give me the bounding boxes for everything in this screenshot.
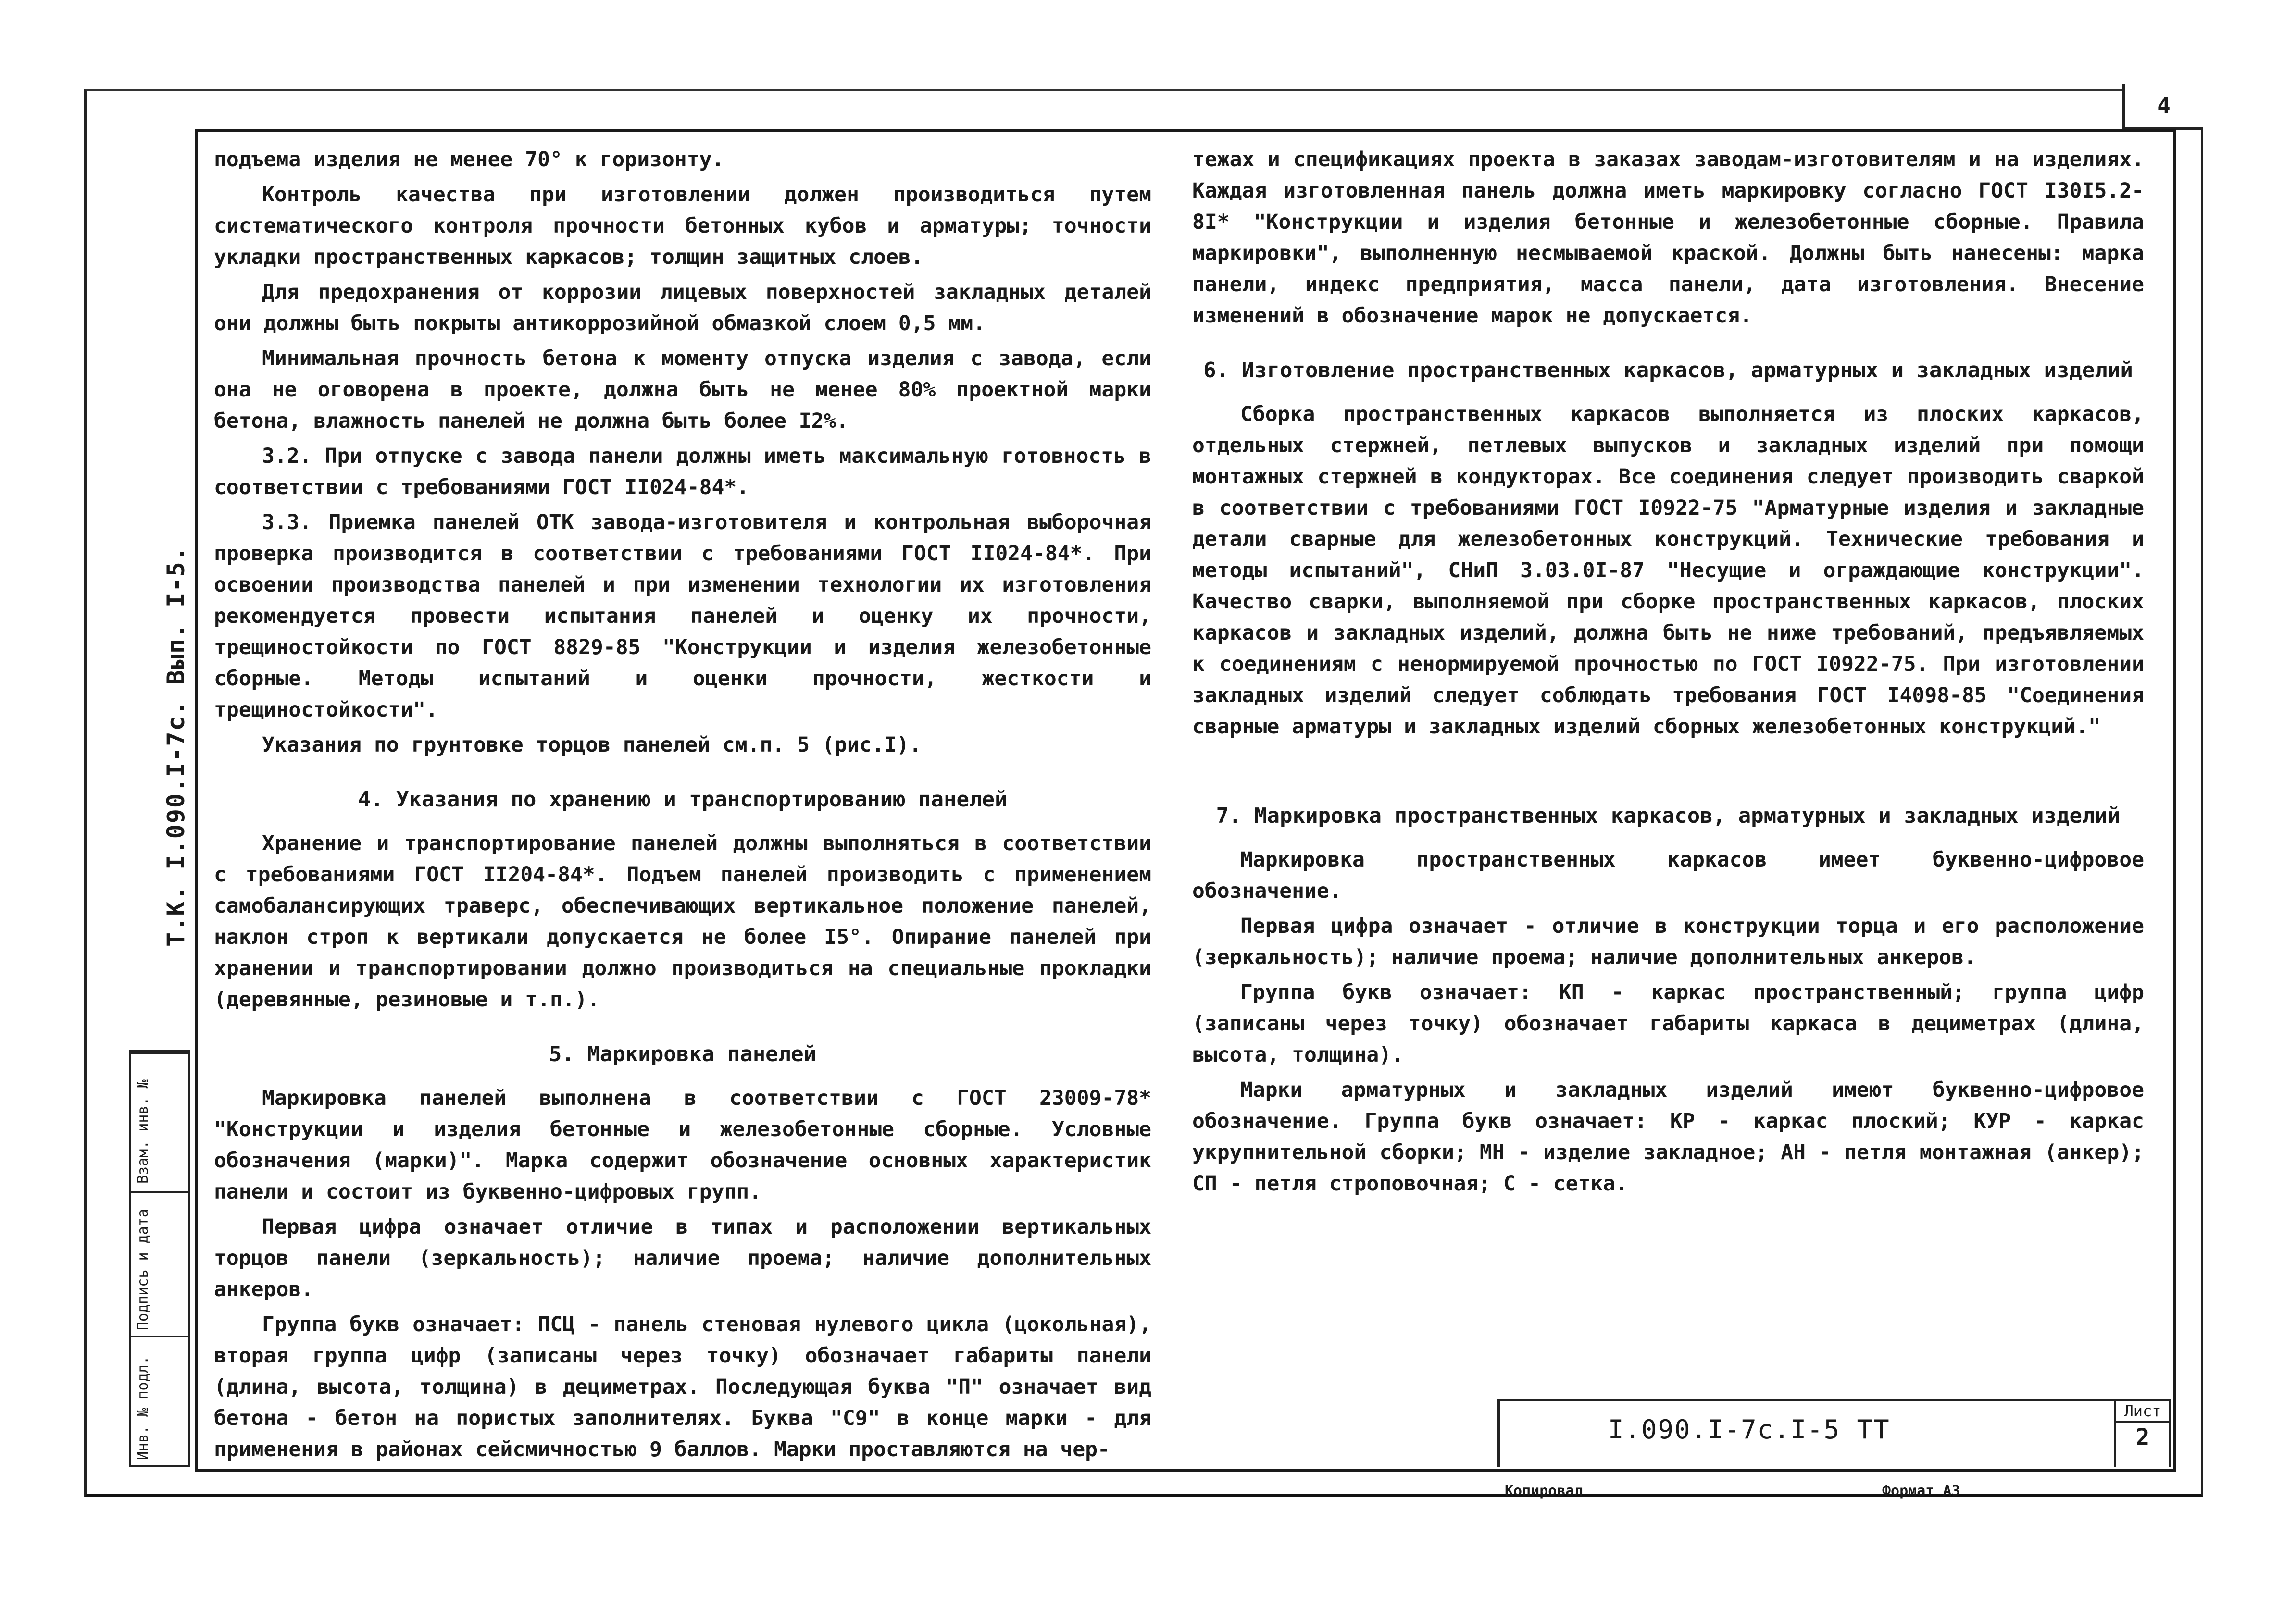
stamp-label-signature: Подпись и дата: [135, 1209, 151, 1330]
stamp-label-inventory: Инв. № подл.: [135, 1356, 151, 1460]
paragraph: Группа букв означает: ПСЦ - панель стеновая нулевого цикла (цокольная), вторая группа цифр (записаны через точку) обозначает габариты панели (длина, высота, толщина) в дециметрах. Последующая буква "П" означает вид бетона - бетон на пористых заполнителях. Буква "С9" в конце марки - для применения в районах сейсмичностью 9 баллов. Марки проставляются на чер-: [214, 1312, 1151, 1461]
footer-copied-label: Копировал: [1505, 1483, 1583, 1499]
paragraph: подъема изделия не менее 70° к горизонту.: [214, 148, 724, 172]
paragraph: Хранение и транспортирование панелей должны выполняться в соответствии с требованиями ГОСТ II204-84*. Подъем панелей производить с применением самобалансирующих траверс, обеспечивающих вертикальное положение панелей, наклон строп к вертикали допускается не более I5°. Опирание панелей при хранении и транспортировании должно производиться на специальные прокладки (деревянные, резиновые и т.п.).: [214, 831, 1151, 1012]
paragraph: 3.3. Приемка панелей ОТК завода-изготовителя и контрольная выборочная проверка производится в соответствии с требованиями ГОСТ II024-84*. При освоении производства панелей и при изменении технологии их изготовления рекомендуется провести испытания панелей и оценку их прочности, трещиностойкости по ГОСТ 8829-85 "Конструкции и изделия железобетонные сборные. Методы испытаний и оценки прочности, жесткости и трещиностойкости".: [214, 510, 1151, 722]
paragraph: Контроль качества при изготовлении должен производиться путем систематического контроля прочности бетонных кубов и арматуры; точности укладки пространственных каркасов; толщин защитных слоев.: [214, 183, 1151, 269]
section-heading-7: 7. Маркировка пространственных каркасов, арматурных и закладных изделий: [1216, 804, 2121, 828]
paragraph: тежах и спецификациях проекта в заказах заводам-изготовителям и на изделиях. Каждая изготовленная панель должна иметь маркировку согласно ГОСТ I30I5.2-8I* "Конструкции и изделия бетонные и железобетонные сборные. Правила маркировки", выполненную несмываемой краской. Должны быть нанесены: марка панели, индекс предприятия, масса панели, дата изготовления. Внесение изменений в обозначение марок не допускается.: [1192, 148, 2144, 328]
sheet-label: Лист: [2116, 1401, 2169, 1423]
stamp-label-replacement: Взам. инв. №: [135, 1079, 151, 1184]
stamp-cell-inventory: [131, 1336, 188, 1467]
side-stamp: [129, 1050, 190, 1467]
title-block: [1497, 1399, 2171, 1467]
paragraph: Сборка пространственных каркасов выполняется из плоских каркасов, отдельных стержней, петлевых выпусков и закладных изделий при помощи монтажных стержней в кондукторах. Все соединения следует производить сваркой в соответствии с требованиями ГОСТ I0922-75 "Арматурные изделия и закладные детали сварные для железобетонных конструкций. Технические требования и методы испытаний", СНиП 3.03.0I-87 "Несущие и ограждающие конструкции". Качество сварки, выполняемой при сборке пространственных каркасов, плоских каркасов и закладных изделий, должна быть не ниже требований, предъявляемых к соединениям с ненормируемой прочностью по ГОСТ I0922-75. При изготовлении закладных изделий следует соблюдать требования ГОСТ I4098-85 "Соединения сварные арматуры и закладных изделий сборных железобетонных конструкций.": [1192, 402, 2144, 739]
sheet-number: 2: [2135, 1424, 2150, 1451]
left-text-column: [214, 144, 1151, 1469]
right-text-column: [1192, 144, 2144, 1203]
paragraph: Марки арматурных и закладных изделий имеют буквенно-цифровое обозначение. Группа букв означает: КР - каркас плоский; КУР - каркас укрупнительной сборки; МН - изделие закладное; АН - петля монтажная (анкер); СП - петля строповочная; С - сетка.: [1192, 1078, 2144, 1196]
section-heading-5: 5. Маркировка панелей: [549, 1042, 817, 1066]
paragraph: Для предохранения от коррозии лицевых поверхностей закладных деталей они должны быть покрыты антикоррозийной обмазкой слоем 0,5 мм.: [214, 280, 1151, 335]
paragraph: Минимальная прочность бетона к моменту отпуска изделия с завода, если она не оговорена в проекте, должна быть не менее 80% проектной марки бетона, влажность панелей не должна быть более I2%.: [214, 347, 1151, 433]
section-heading-4: 4. Указания по хранению и транспортированию панелей: [358, 787, 1008, 812]
stamp-cell-replacement: [131, 1052, 188, 1193]
paragraph: 3.2. При отпуске с завода панели должны иметь максимальную готовность в соответствии с требованиями ГОСТ II024-84*.: [214, 444, 1151, 499]
page-corner-number: 4: [2122, 84, 2203, 130]
side-document-label: Т.К. I.090.I-7с. Вып. I-5.: [162, 545, 190, 947]
footer-format-label: Формат А3: [1882, 1483, 1960, 1499]
paragraph: Указания по грунтовке торцов панелей см.п. 5 (рис.I).: [262, 733, 922, 757]
paragraph: Маркировка пространственных каркасов имеет буквенно-цифровое обозначение.: [1192, 848, 2144, 903]
document-code: I.090.I-7с.I-5 ТТ: [1608, 1414, 1890, 1445]
paragraph: Группа букв означает: КП - каркас пространственный; группа цифр (записаны через точку) обозначает габариты каркаса в дециметрах (длина, высота, толщина).: [1192, 980, 2144, 1067]
paragraph: Первая цифра означает отличие в типах и расположении вертикальных торцов панели (зеркальность); наличие проема; наличие дополнительных анкеров.: [214, 1215, 1151, 1301]
stamp-cell-signature: [131, 1191, 188, 1337]
paragraph: Маркировка панелей выполнена в соответствии с ГОСТ 23009-78* "Конструкции и изделия бетонные и железобетонные сборные. Условные обозначения (марки)". Марка содержит обозначение основных характеристик панели и состоит из буквенно-цифровых групп.: [214, 1086, 1151, 1204]
section-heading-6: 6. Изготовление пространственных каркасов, арматурных и закладных изделий: [1203, 358, 2133, 383]
paragraph: Первая цифра означает - отличие в конструкции торца и его расположение (зеркальность); наличие проема; наличие дополнительных анкеров.: [1192, 914, 2144, 969]
